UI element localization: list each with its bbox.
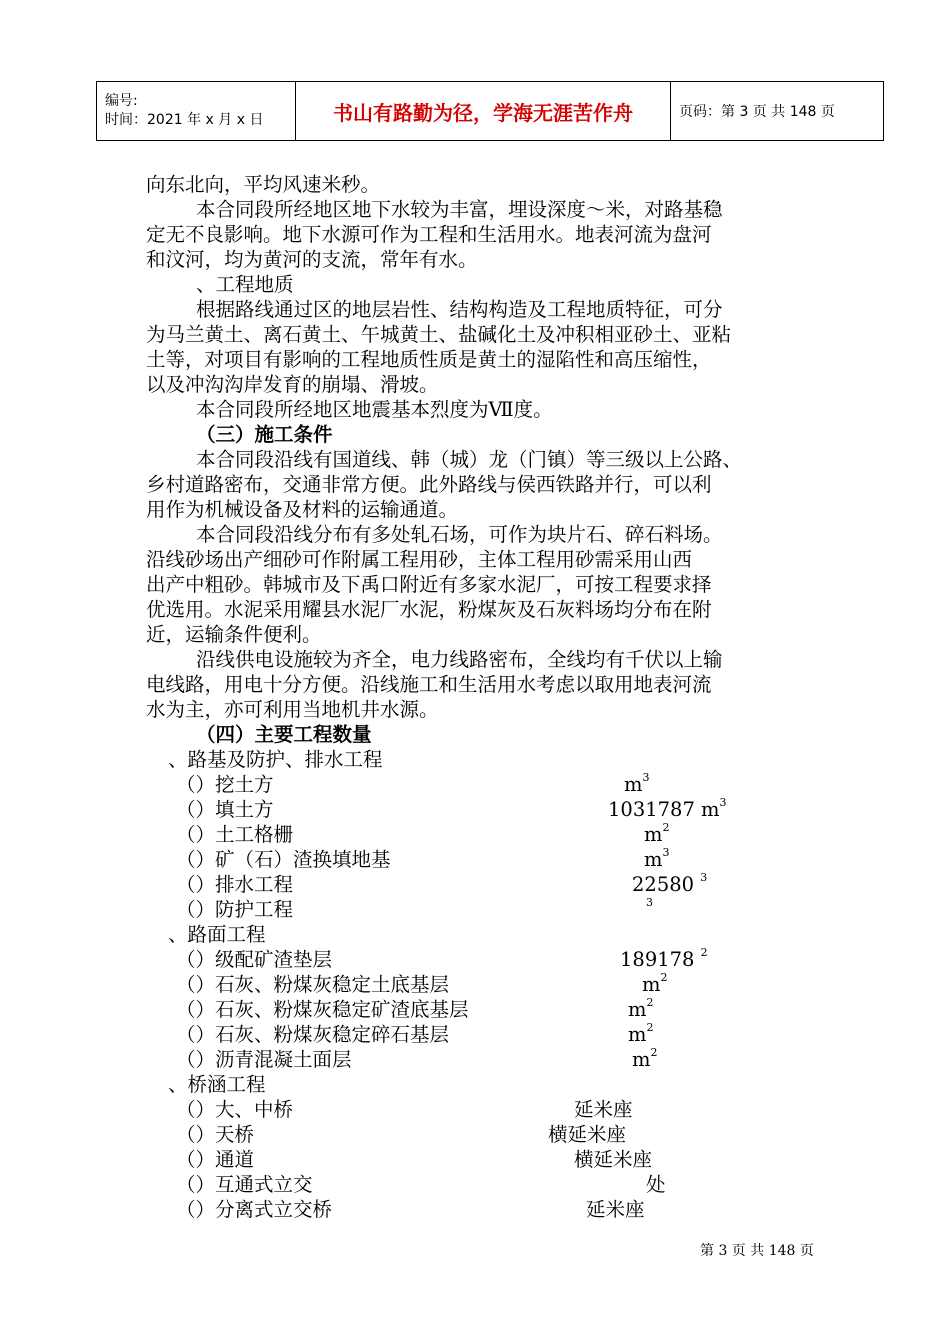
paragraph-line: 沿线砂场出产细砂可作附属工程用砂，主体工程用砂需采用山西 xyxy=(146,548,693,571)
unit-exponent: 2 xyxy=(646,1021,654,1034)
paragraph-line: 本合同段沿线有国道线、韩（城）龙（门镇）等三级以上公路、 xyxy=(196,448,743,471)
quantity-label: （）天桥 xyxy=(176,1123,255,1146)
page-footer: 第 3 页 共 148 页 xyxy=(700,1243,814,1259)
quantity-value: 处 xyxy=(646,1173,666,1196)
page-header xyxy=(96,81,884,141)
quantity-value: 1031787 $m^3$ xyxy=(608,796,727,821)
quantity-label: （）土工格栅 xyxy=(176,823,294,846)
quantity-label: （）石灰、粉煤灰稳定土底基层 xyxy=(176,973,450,996)
quantity-value: $m^2$ xyxy=(628,996,654,1021)
quantity-section-title: 、路基及防护、排水工程 xyxy=(168,748,383,771)
quantity-value: 延米座 xyxy=(586,1198,645,1221)
motto: 书山有路勤为径，学海无涯苦作舟 xyxy=(296,82,671,141)
unit-exponent: 2 xyxy=(700,946,708,959)
quantity-row xyxy=(146,997,836,1022)
quantity-label: （）通道 xyxy=(176,1148,255,1171)
quantity-row xyxy=(146,1122,836,1147)
quantity-label: （）排水工程 xyxy=(176,873,294,896)
quantity-row xyxy=(146,1022,836,1047)
quantity-value: $m^3$ xyxy=(624,771,650,796)
paragraph-line: 和汶河，均为黄河的支流，常年有水。 xyxy=(146,248,478,271)
quantity-label: （）互通式立交 xyxy=(176,1173,313,1196)
unit-exponent: 2 xyxy=(662,821,670,834)
quantity-label: （）填土方 xyxy=(176,798,274,821)
quantity-label: （）石灰、粉煤灰稳定碎石基层 xyxy=(176,1023,450,1046)
quantity-label: （）大、中桥 xyxy=(176,1098,294,1121)
unit-exponent: 2 xyxy=(650,1046,658,1059)
quantity-row xyxy=(146,897,836,922)
unit-exponent: 2 xyxy=(646,996,654,1009)
quantity-value: 189178 $^2$ xyxy=(620,946,708,971)
section-heading: （四）主要工程数量 xyxy=(196,723,372,746)
unit-exponent: 3 xyxy=(646,896,653,909)
quantity-row xyxy=(146,1147,836,1172)
paragraph-line: 乡村道路密布，交通非常方便。此外路线与侯西铁路并行，可以利 xyxy=(146,473,712,496)
quantity-row xyxy=(146,1097,836,1122)
paragraph-line: 定无不良影响。地下水源可作为工程和生活用水。地表河流为盘河 xyxy=(146,223,712,246)
quantity-value: $m^2$ xyxy=(632,1046,658,1071)
quantity-row xyxy=(146,1197,836,1222)
quantity-section-title: 、路面工程 xyxy=(168,923,266,946)
paragraph-line: 电线路，用电十分方便。沿线施工和生活用水考虑以取用地表河流 xyxy=(146,673,712,696)
quantity-label: （）矿（石）渣换填地基 xyxy=(176,848,391,871)
quantity-label: （）防护工程 xyxy=(176,898,294,921)
unit-exponent: 2 xyxy=(660,971,668,984)
quantity-value: $m^2$ xyxy=(628,1021,654,1046)
quantity-value: 22580 $^3$ xyxy=(632,871,708,896)
paragraph-line: 本合同段沿线分布有多处轧石场，可作为块片石、碎石料场。 xyxy=(196,523,723,546)
quantity-label: （）分离式立交桥 xyxy=(176,1198,333,1221)
quantity-value: 横延米座 xyxy=(574,1148,653,1171)
paragraph-line: 水为主，亦可利用当地机井水源。 xyxy=(146,698,439,721)
quantity-row xyxy=(146,772,836,797)
paragraph-line: 本合同段所经地区地下水较为丰富，埋设深度～米，对路基稳 xyxy=(196,198,723,221)
quantity-label: （）沥青混凝土面层 xyxy=(176,1048,352,1071)
quantity-value xyxy=(646,897,653,922)
quantity-row xyxy=(146,822,836,847)
quantity-row xyxy=(146,947,836,972)
unit-exponent: 3 xyxy=(719,796,727,809)
paragraph-line: 以及冲沟沟岸发育的崩塌、滑坡。 xyxy=(146,373,439,396)
serial-label: 编号: xyxy=(105,93,138,109)
page-info: 页码：第 3 页 共 148 页 xyxy=(671,82,884,141)
quantity-row xyxy=(146,1047,836,1072)
quantity-value: $m^2$ xyxy=(642,971,668,996)
paragraph-line: 沿线供电设施较为齐全，电力线路密布，全线均有千伏以上输 xyxy=(196,648,723,671)
unit-exponent: 3 xyxy=(700,871,708,884)
quantity-label: （）挖土方 xyxy=(176,773,274,796)
quantity-row xyxy=(146,872,836,897)
quantity-section-title: 、桥涵工程 xyxy=(168,1073,266,1096)
paragraph-line: 优选用。水泥采用耀县水泥厂水泥，粉煤灰及石灰料场均分布在附 xyxy=(146,598,712,621)
paragraph-line: 为马兰黄土、离石黄土、午城黄土、盐碱化土及冲积相亚砂土、亚粘 xyxy=(146,323,732,346)
date-label: 时间：2021 年 x 月 x 日 xyxy=(105,112,264,128)
quantity-label: （）石灰、粉煤灰稳定矿渣底基层 xyxy=(176,998,469,1021)
header-left-cell xyxy=(97,82,296,141)
unit-exponent: 3 xyxy=(642,771,650,784)
paragraph-line: 近，运输条件便利。 xyxy=(146,623,322,646)
paragraph-line: 土等，对项目有影响的工程地质性质是黄土的湿陷性和高压缩性， xyxy=(146,348,712,371)
section-heading: （三）施工条件 xyxy=(196,423,333,446)
quantity-value: $m^2$ xyxy=(644,821,670,846)
quantity-row xyxy=(146,847,836,872)
unit-exponent: 3 xyxy=(662,846,670,859)
quantity-value: $m^3$ xyxy=(644,846,670,871)
quantity-value: 延米座 xyxy=(574,1098,633,1121)
quantity-sections xyxy=(146,747,836,1222)
quantity-row xyxy=(146,972,836,997)
document-body xyxy=(146,172,836,1222)
paragraph-line: 本合同段所经地区地震基本烈度为Ⅶ度。 xyxy=(196,398,553,421)
quantity-label: （）级配矿渣垫层 xyxy=(176,948,333,971)
quantity-row xyxy=(146,797,836,822)
paragraph-line: 出产中粗砂。韩城市及下禹口附近有多家水泥厂，可按工程要求择 xyxy=(146,573,712,596)
paragraph-line: 用作为机械设备及材料的运输通道。 xyxy=(146,498,459,521)
quantity-value: 横延米座 xyxy=(548,1123,627,1146)
paragraph-line: 向东北向，平均风速米秒。 xyxy=(146,173,381,196)
paragraph-line: 根据路线通过区的地层岩性、结构构造及工程地质特征，可分 xyxy=(196,298,723,321)
quantity-row xyxy=(146,1172,836,1197)
section-heading: 、工程地质 xyxy=(196,273,294,296)
